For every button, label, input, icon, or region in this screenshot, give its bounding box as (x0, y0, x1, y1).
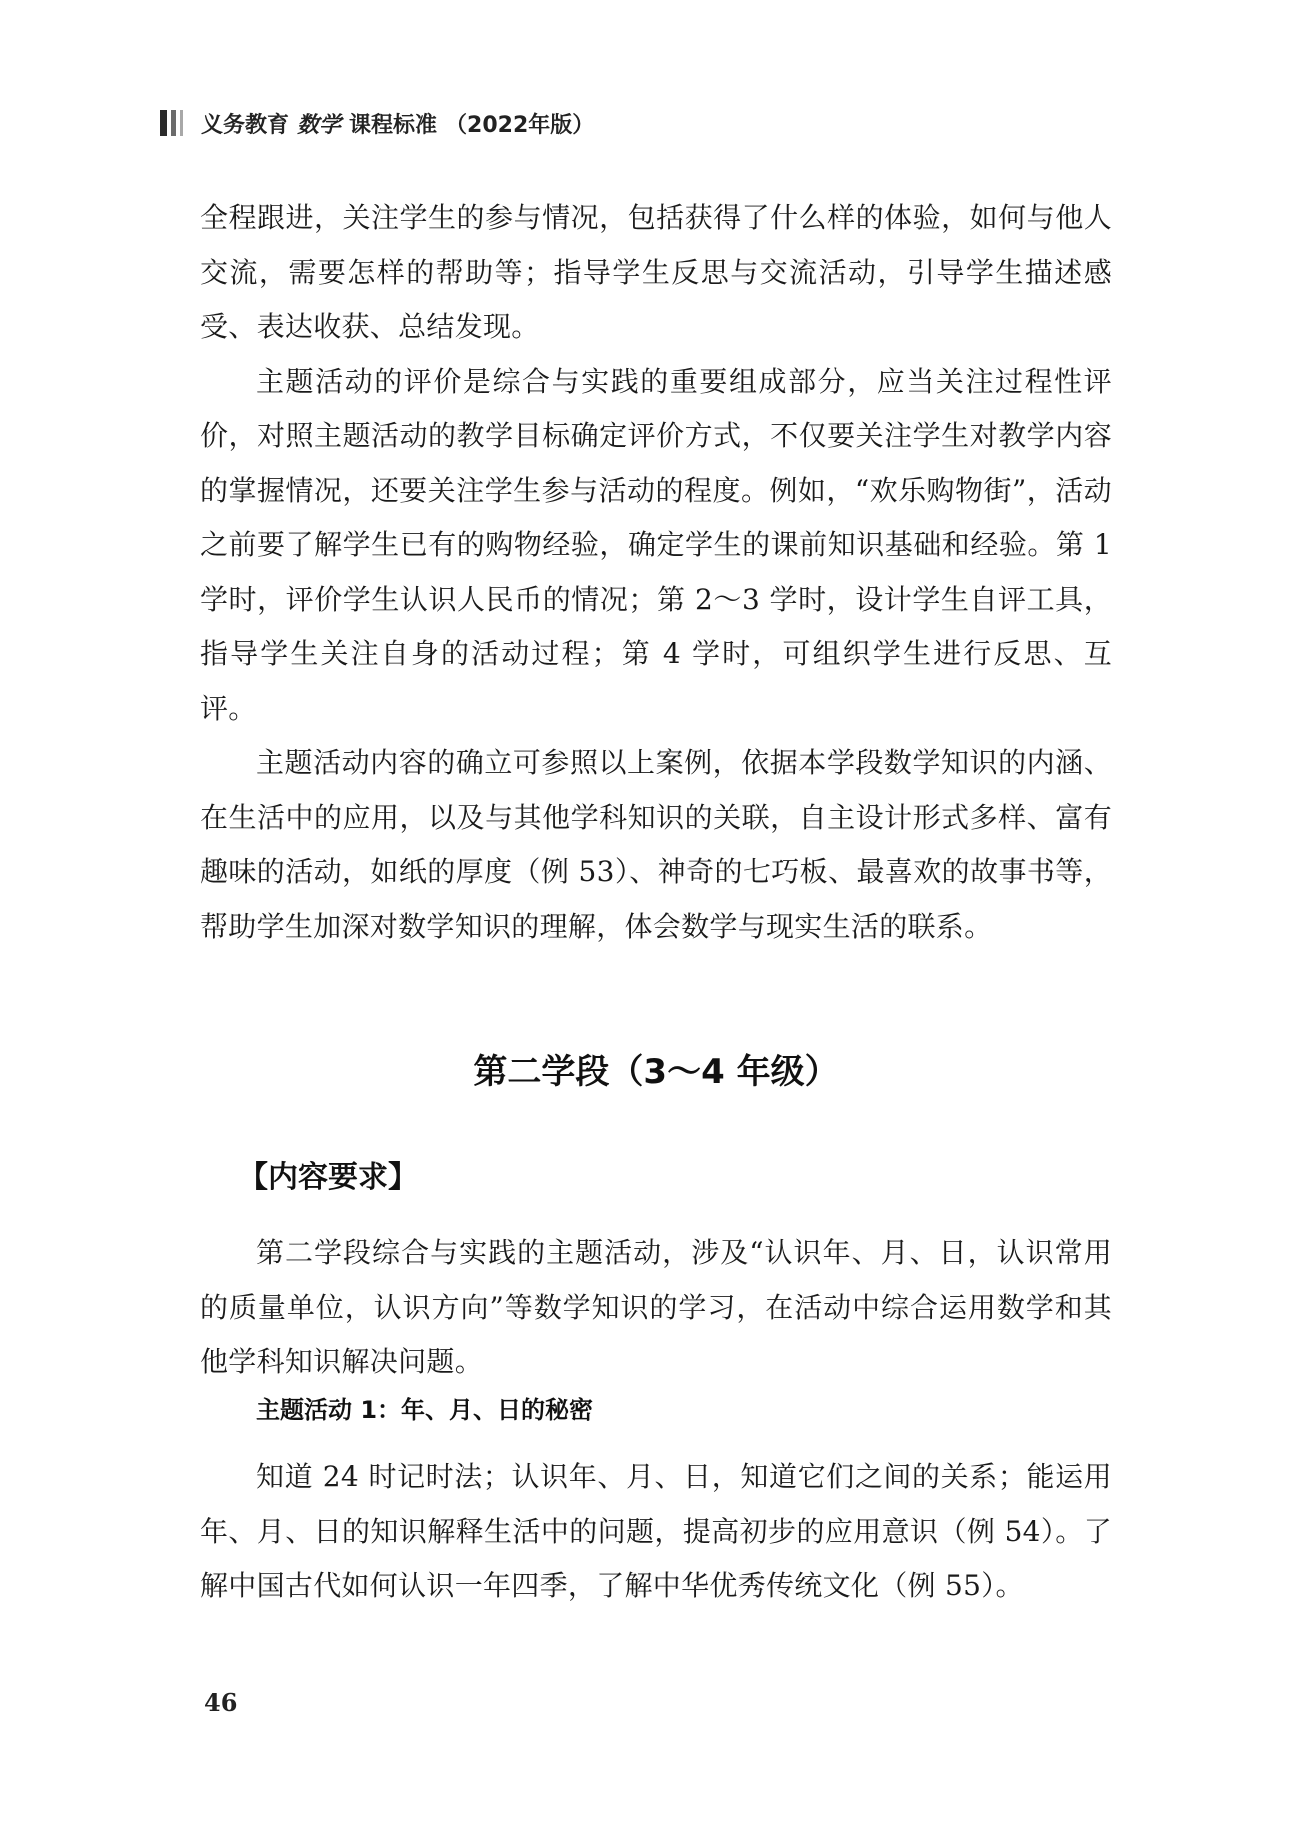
body-text-activity (200, 1450, 1112, 1614)
activity-title: 主题活动 1：年、月、日的秘密 (256, 1396, 594, 1424)
paragraph-content-requirements: 第二学段综合与实践的主题活动，涉及“认识年、月、日，认识常用的质量单位，认识方向”等数学知识的学习，在活动中综合运用数学和其他学科知识解决问题。 (200, 1236, 1112, 1378)
header-text (201, 108, 602, 139)
paragraph-activity-1: 知道 24 时记时法；认识年、月、日，知道它们之间的关系；能运用年、月、日的知识解释生活中的问题，提高初步的应用意识（例 54）。了解中国古代如何认识一年四季，了解中华优秀传统文化（例 55）。 (200, 1460, 1112, 1602)
header-subject: 数学 (297, 112, 342, 138)
content-requirements-heading: 【内容要求】 (238, 1160, 418, 1195)
header-bars-icon (160, 110, 187, 136)
page-number: 46 (204, 1688, 238, 1717)
header-title-part2: 课程标准 (349, 112, 438, 138)
body-text-content (200, 1226, 1112, 1390)
header-edition: （2022年版） (445, 112, 595, 138)
paragraph-evaluation: 主题活动的评价是综合与实践的重要组成部分，应当关注过程性评价，对照主题活动的教学目标确定评价方式，不仅要关注学生对教学内容的掌握情况，还要关注学生参与活动的程度。例如，“欢乐购物街”，活动之前要了解学生已有的购物经验，确定学生的课前知识基础和经验。第 1 学时，评价学生认识人民币的情况；第 2～3 学时，设计学生自评工具，指导学生关注自身的活动过程；第 4 学时，可组织学生进行反思、互评。 (200, 364, 1112, 725)
running-header (160, 108, 602, 138)
body-text-top (200, 191, 1112, 954)
paragraph-continuation: 全程跟进，关注学生的参与情况，包括获得了什么样的体验，如何与他人交流，需要怎样的帮助等；指导学生反思与交流活动，引导学生描述感受、表达收获、总结发现。 (200, 201, 1112, 343)
paragraph-activity-design: 主题活动内容的确立可参照以上案例，依据本学段数学知识的内涵、在生活中的应用，以及与其他学科知识的关联，自主设计形式多样、富有趣味的活动，如纸的厚度（例 53）、神奇的七巧板、最喜欢的故事书等，帮助学生加深对数学知识的理解，体会数学与现实生活的联系。 (200, 746, 1112, 943)
section-title: 第二学段（3～4 年级） (473, 1052, 839, 1092)
header-title-part1: 义务教育 (201, 112, 290, 138)
